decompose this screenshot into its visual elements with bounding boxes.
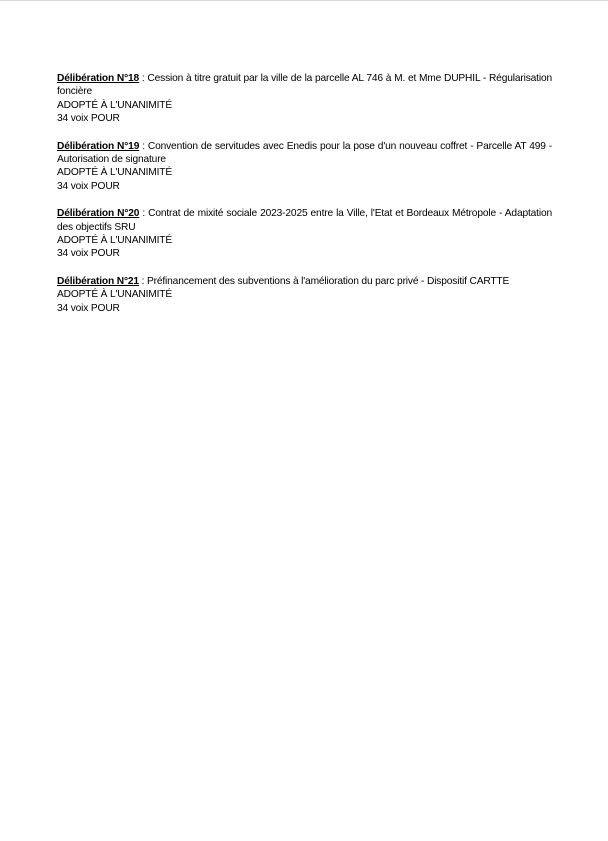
deliberation-result: ADOPTÉ À L'UNANIMITÉ <box>57 99 172 111</box>
deliberation-separator: : <box>139 208 149 220</box>
deliberation-votes: 34 voix POUR <box>57 180 120 192</box>
deliberation-text: Préfinancement des subventions à l'amélioration du parc privé - Dispositif CARTTE <box>146 275 510 287</box>
deliberation-votes: 34 voix POUR <box>57 113 120 125</box>
deliberation-result: ADOPTÉ À L'UNANIMITÉ <box>57 235 172 247</box>
deliberation-result: ADOPTÉ À L'UNANIMITÉ <box>57 289 172 301</box>
deliberation-separator: : <box>139 73 148 84</box>
deliberation-item-21 <box>57 275 552 315</box>
deliberation-title: Délibération N°18 <box>57 73 140 84</box>
page-top-border <box>0 0 608 1</box>
deliberation-title: Délibération N°21 <box>57 275 139 287</box>
deliberation-text: Convention de servitudes avec Enedis pour la pose d'un nouveau coffret - Parcelle AT 499 - Autorisation de signature <box>57 140 552 166</box>
deliberation-item-18 <box>57 72 552 126</box>
deliberation-title: Délibération N°20 <box>57 208 140 220</box>
deliberation-item-19 <box>57 140 552 194</box>
deliberation-title: Délibération N°19 <box>57 140 140 152</box>
deliberation-heading <box>57 140 552 167</box>
deliberation-votes: 34 voix POUR <box>57 248 120 260</box>
deliberation-separator: : <box>139 140 148 152</box>
deliberation-votes: 34 voix POUR <box>57 302 120 314</box>
deliberation-separator: : <box>138 275 147 287</box>
deliberation-heading <box>57 72 552 99</box>
deliberation-text: Contrat de mixité sociale 2023-2025 entre la Ville, l'Etat et Bordeaux Métropole - Adaptation des objectifs SRU <box>57 208 552 233</box>
deliberation-result: ADOPTÉ À L'UNANIMITÉ <box>57 167 172 179</box>
deliberation-item-20 <box>57 207 552 261</box>
deliberations-list <box>57 72 552 329</box>
deliberation-heading <box>57 275 552 288</box>
deliberation-heading <box>57 207 552 234</box>
deliberation-text: Cession à titre gratuit par la ville de la parcelle AL 746 à M. et Mme DUPHIL - Régularisation foncière <box>57 73 553 98</box>
